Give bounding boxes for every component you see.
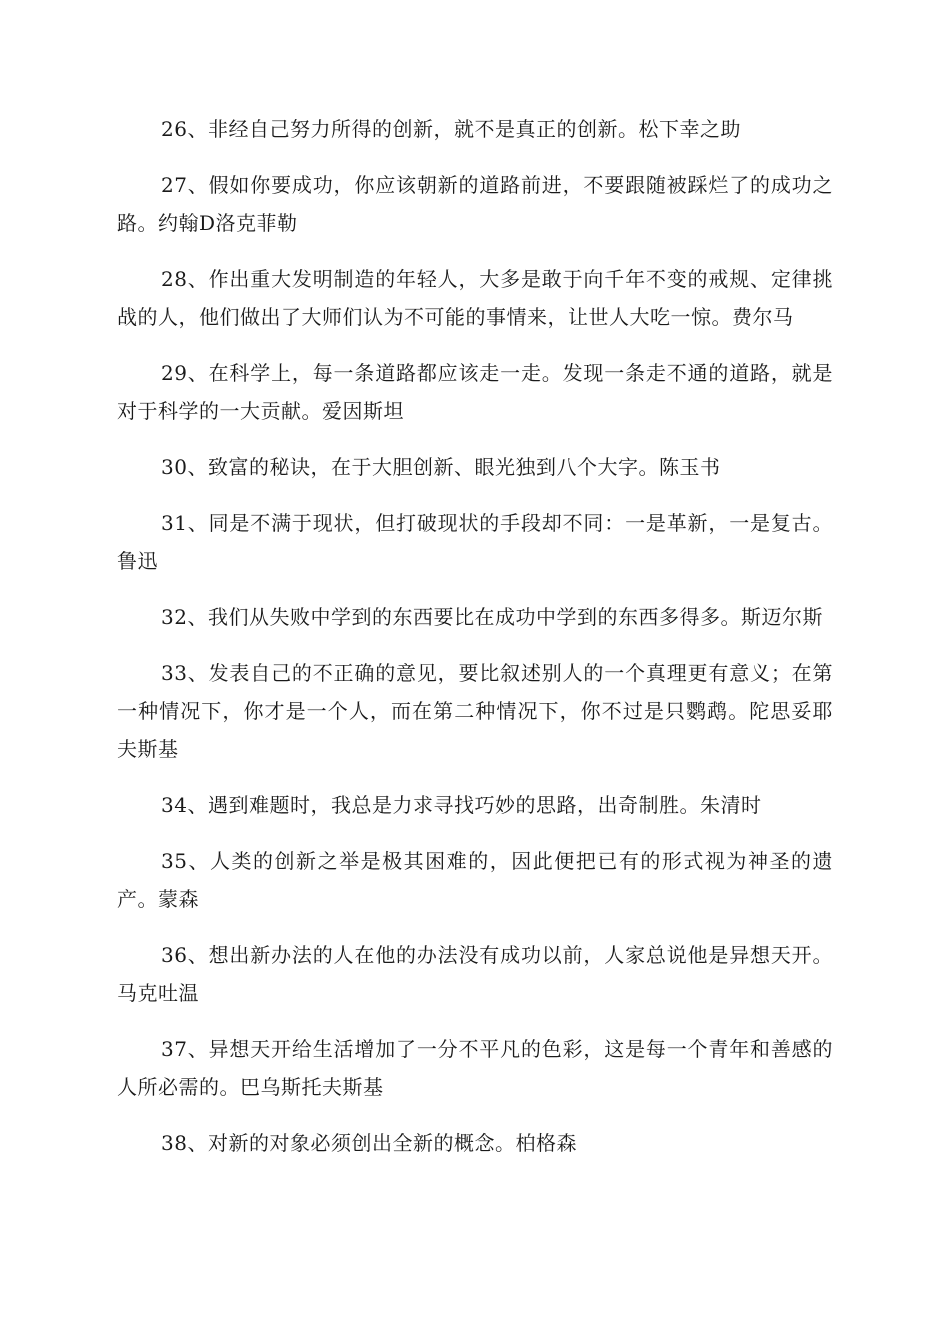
quote-28: 28、作出重大发明制造的年轻人，大多是敢于向千年不变的戒规、定律挑战的人，他们做出了大师们认为不可能的事情来，让世人大吃一惊。费尔马 [117, 267, 833, 329]
quote-33: 33、发表自己的不正确的意见，要比叙述别人的一个真理更有意义；在第一种情况下，你才是一个人，而在第二种情况下，你不过是只鹦鹉。陀思妥耶夫斯基 [117, 661, 833, 761]
quote-31: 31、同是不满于现状，但打破现状的手段却不同：一是革新，一是复古。鲁迅 [117, 511, 833, 573]
quote-32: 32、我们从失败中学到的东西要比在成功中学到的东西多得多。斯迈尔斯 [161, 605, 823, 629]
quote-29: 29、在科学上，每一条道路都应该走一走。发现一条走不通的道路，就是对于科学的一大贡献。爱因斯坦 [117, 361, 833, 423]
quote-27: 27、假如你要成功，你应该朝新的道路前进，不要跟随被踩烂了的成功之路。约翰D洛克菲勒 [117, 173, 833, 235]
quote-38: 38、对新的对象必须创出全新的概念。柏格森 [161, 1131, 577, 1155]
quote-35: 35、人类的创新之举是极其困难的，因此便把已有的形式视为神圣的遗产。蒙森 [117, 849, 833, 911]
quote-37: 37、异想天开给生活增加了一分不平凡的色彩，这是每一个青年和善感的人所必需的。巴乌斯托夫斯基 [117, 1037, 833, 1099]
quote-list [117, 110, 833, 1180]
quote-30: 30、致富的秘诀，在于大胆创新、眼光独到八个大字。陈玉书 [161, 455, 721, 479]
quote-36: 36、想出新办法的人在他的办法没有成功以前，人家总说他是异想天开。马克吐温 [117, 943, 833, 1005]
quote-26: 26、非经自己努力所得的创新，就不是真正的创新。松下幸之助 [161, 117, 741, 141]
quote-34: 34、遇到难题时，我总是力求寻找巧妙的思路，出奇制胜。朱清时 [161, 793, 762, 817]
